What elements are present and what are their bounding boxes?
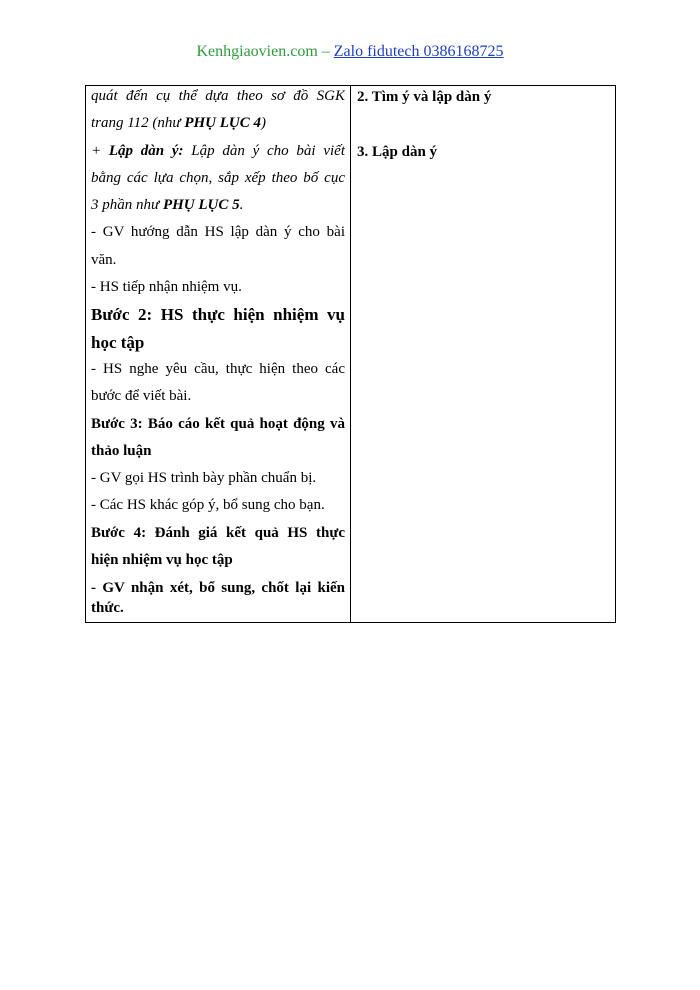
text-line: bằng các lựa chọn, sắp xếp theo bố cục bbox=[91, 169, 345, 186]
text-line: văn. bbox=[91, 251, 117, 268]
table-row bbox=[86, 86, 616, 623]
step-heading: Bước 3: Báo cáo kết quả hoạt động và bbox=[91, 415, 345, 432]
zalo-contact-link[interactable]: Zalo fidutech 0386168725 bbox=[333, 43, 504, 60]
lesson-table bbox=[85, 85, 616, 623]
text-line: - GV nhận xét, bổ sung, chốt lại kiến bbox=[91, 580, 345, 597]
page-header bbox=[0, 42, 700, 62]
activity-column bbox=[86, 86, 351, 623]
content-column bbox=[351, 86, 616, 623]
step-heading: học tập bbox=[91, 332, 145, 352]
step-heading: hiện nhiệm vụ học tập bbox=[91, 552, 233, 569]
text-line: - GV gọi HS trình bày phần chuẩn bị. bbox=[91, 470, 317, 487]
section-heading: 3. Lập dàn ý bbox=[357, 144, 438, 160]
text-line: 3 phần như PHỤ LỤC 5. bbox=[91, 197, 244, 214]
text-line: bước để viết bài. bbox=[91, 388, 192, 405]
text-line: + Lập dàn ý: Lập dàn ý cho bài viết bbox=[91, 142, 345, 159]
site-link[interactable]: Kenhgiaovien.com bbox=[196, 43, 318, 60]
section-heading: 2. Tìm ý và lập dàn ý bbox=[357, 89, 492, 105]
step-heading: Bước 2: HS thực hiện nhiệm vụ bbox=[91, 305, 345, 325]
text-line: thức. bbox=[91, 600, 124, 617]
text-line: - Các HS khác góp ý, bổ sung cho bạn. bbox=[91, 497, 325, 514]
step-heading: Bước 4: Đánh giá kết quả HS thực bbox=[91, 524, 345, 541]
text-line: - GV hướng dẫn HS lập dàn ý cho bài bbox=[91, 224, 345, 241]
step-heading: thảo luận bbox=[91, 442, 152, 459]
header-separator: – bbox=[317, 43, 334, 60]
text-line: quát đến cụ thể dựa theo sơ đồ SGK bbox=[91, 88, 345, 104]
text-line: - HS tiếp nhận nhiệm vụ. bbox=[91, 279, 242, 296]
text-line: trang 112 (như PHỤ LỤC 4) bbox=[91, 115, 266, 132]
text-line: - HS nghe yêu cầu, thực hiện theo các bbox=[91, 360, 345, 377]
